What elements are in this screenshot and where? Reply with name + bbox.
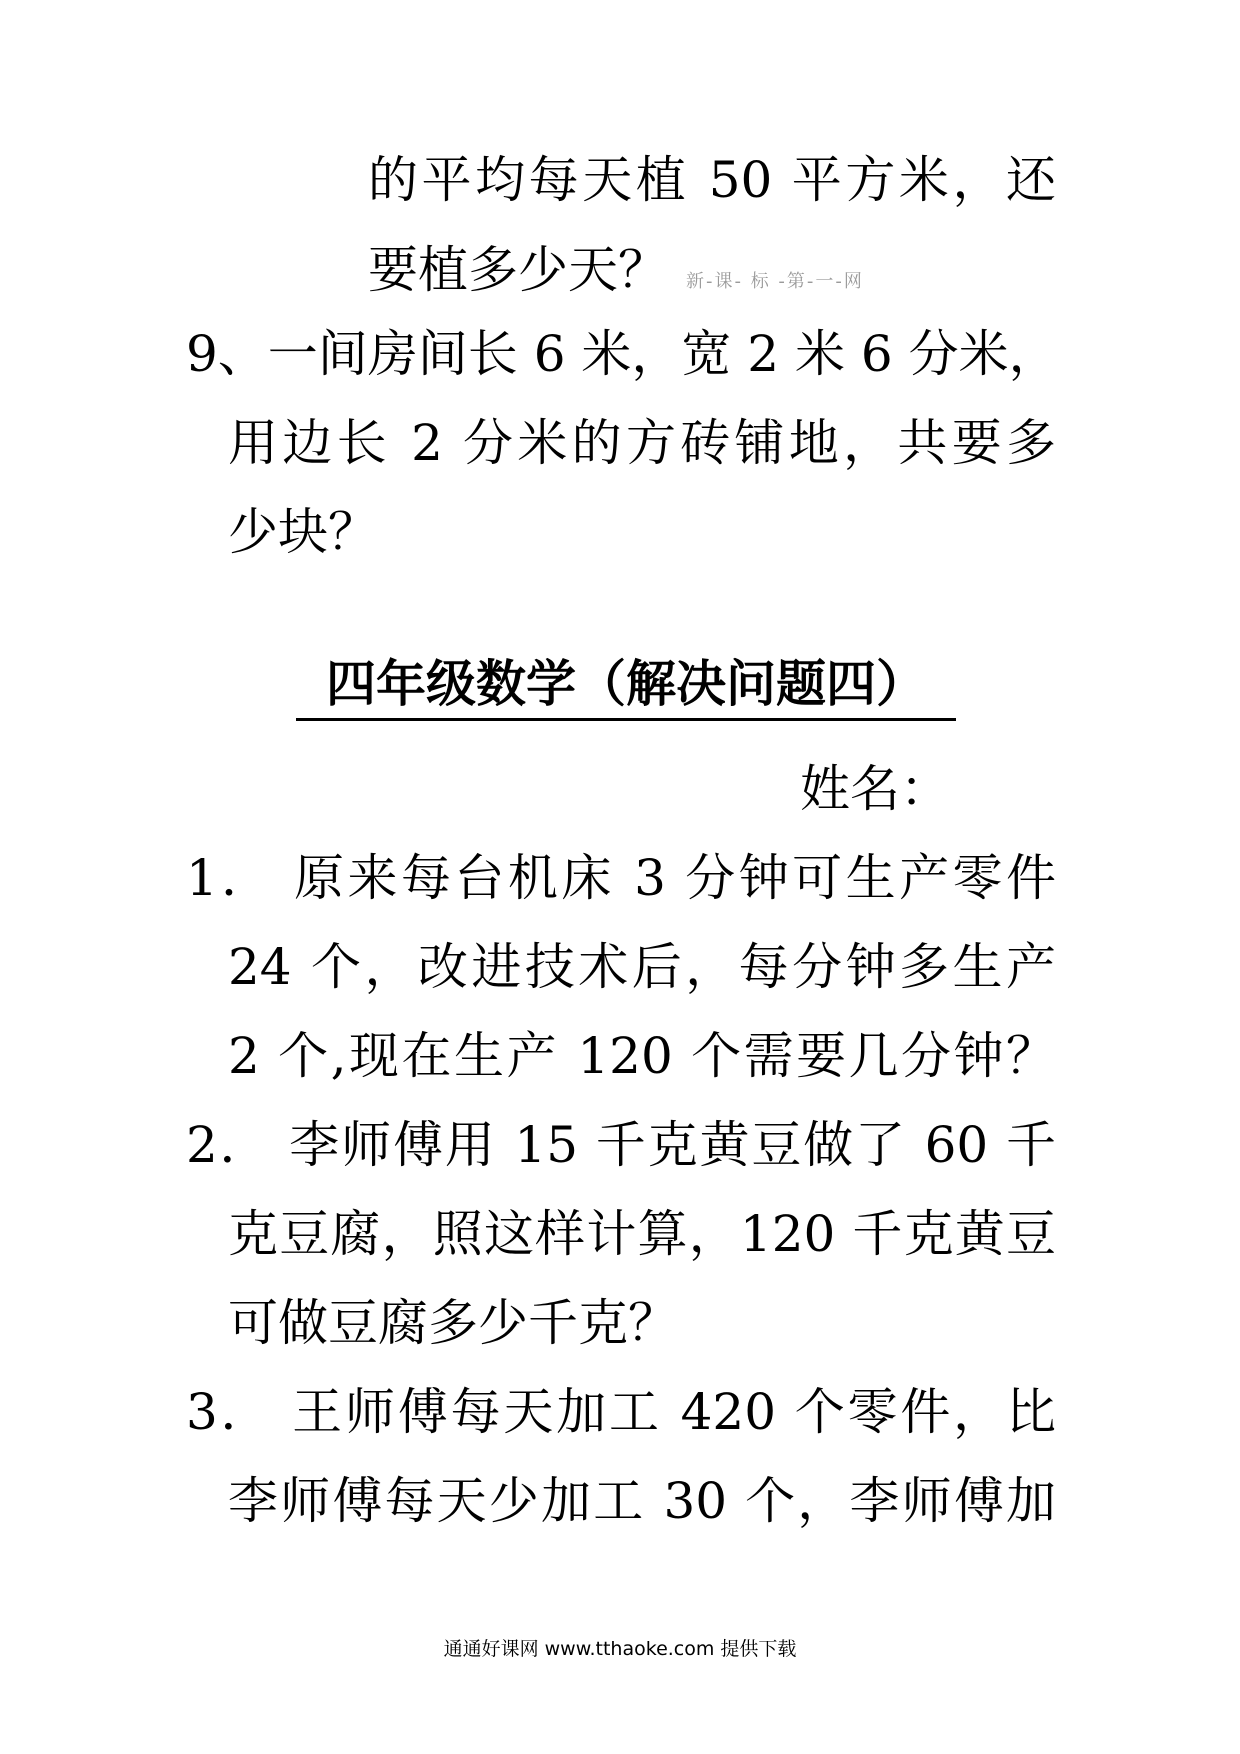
text-line: 2 个,现在生产 120 个需要几分钟？: [228, 1027, 1056, 1085]
question-2: 2． 李师傅用 15 千克黄豆做了 60 千: [186, 1116, 1056, 1174]
text-line: 少块？: [228, 503, 378, 561]
text-line-content: 要植多少天？: [368, 241, 668, 299]
text-line: 的平均每天植 50 平方米，还: [368, 151, 1056, 209]
page-footer: 通通好课网 www.tthaoke.com 提供下载: [443, 1638, 797, 1660]
text-line: 24 个，改进技术后，每分钟多生产: [228, 938, 1056, 996]
text-line: 李师傅每天少加工 30 个，李师傅加: [228, 1472, 1056, 1530]
watermark: 新-课- 标 -第-一-网: [686, 271, 864, 292]
question-9: 9、一间房间长 6 米，宽 2 米 6 分米，: [186, 325, 1059, 383]
text-line: 克豆腐，照这样计算，120 千克黄豆: [228, 1205, 1056, 1263]
text-line: 用边长 2 分米的方砖铺地，共要多: [228, 414, 1056, 472]
name-label: 姓名：: [800, 760, 950, 818]
question-3: 3． 王师傅每天加工 420 个零件，比: [186, 1383, 1056, 1441]
question-1: 1． 原来每台机床 3 分钟可生产零件: [186, 849, 1056, 907]
text-line: [368, 238, 864, 302]
section-title: 四年级数学（解决问题四）: [296, 652, 956, 721]
text-line: 可做豆腐多少千克？: [228, 1294, 678, 1352]
